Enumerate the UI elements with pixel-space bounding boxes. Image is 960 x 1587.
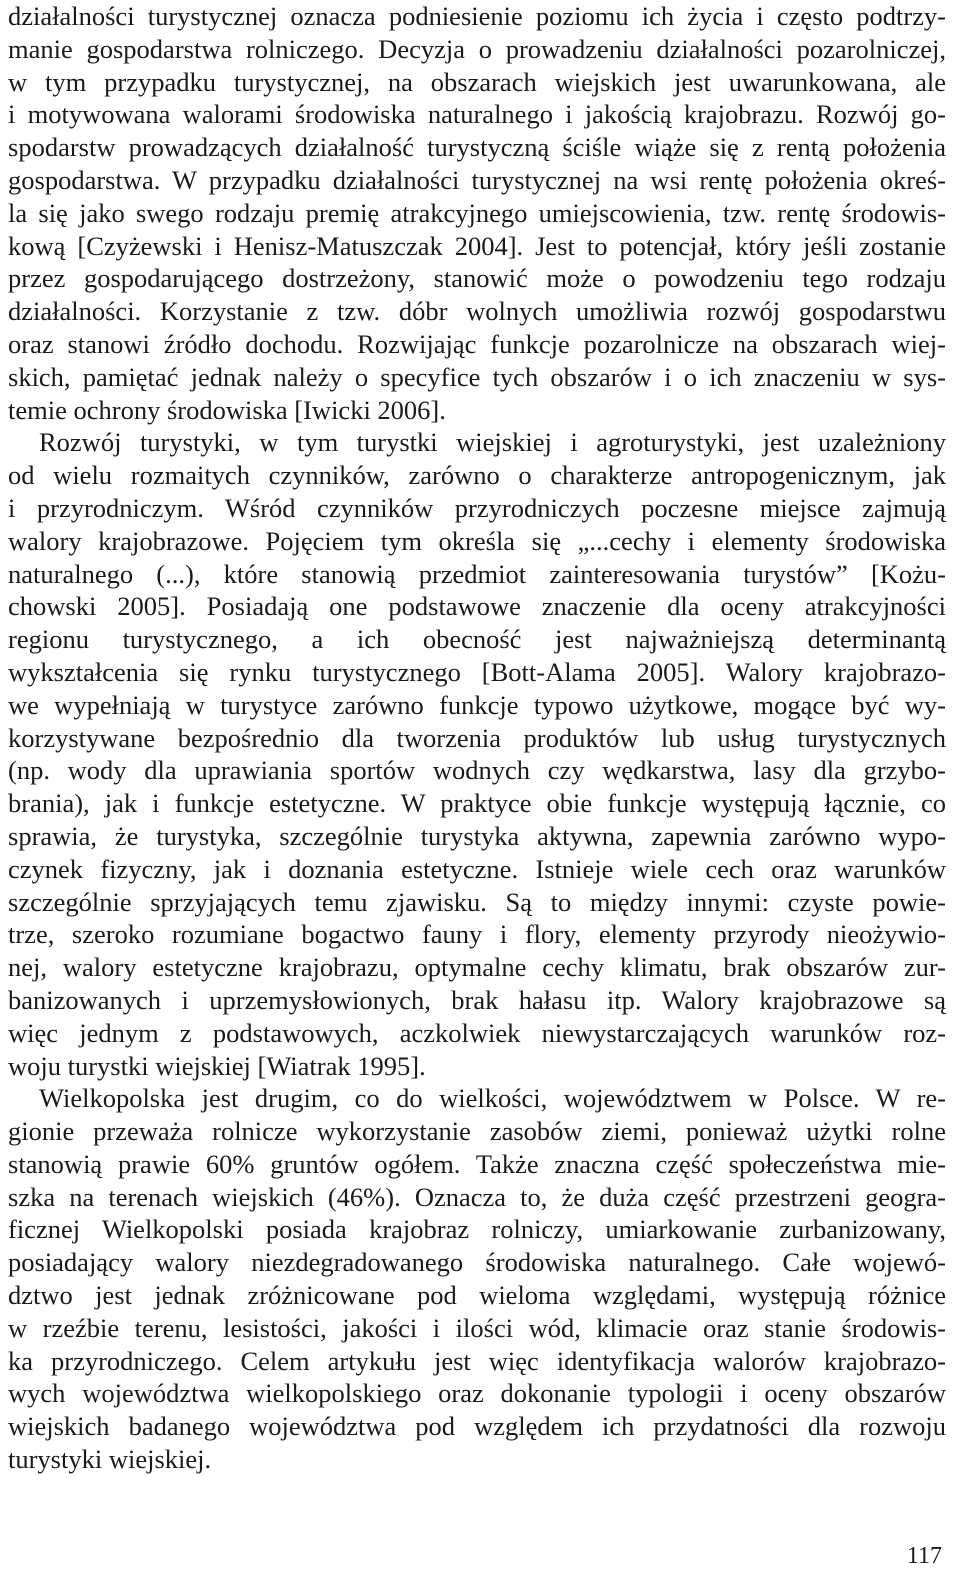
paragraph: [8, 1082, 946, 1476]
text-line: kową [Czyżewski i Henisz-Matuszczak 2004]. Jest to potencjał, który jeśli zostanie: [8, 230, 946, 261]
text-line: walory krajobrazowe. Pojęciem tym określa się „...cechy i elementy środowiska: [8, 525, 946, 556]
text-line: więc jednym z podstawowych, aczkolwiek niewystarczających warunków roz-: [8, 1017, 946, 1048]
text-line: we wypełniają w turystyce zarówno funkcje typowo użytkowe, mogące być wy-: [8, 689, 946, 720]
text-line: turystyki wiejskiej.: [8, 1444, 212, 1475]
text-line: spodarstw prowadzących działalność turystyczną ściśle wiąże się z rentą położenia: [8, 132, 946, 163]
text-line: chowski 2005]. Posiadają one podstawowe znaczenie dla oceny atrakcyjności: [8, 591, 946, 622]
text-line: (np. wody dla uprawiania sportów wodnych czy wędkarstwa, lasy dla grzybo-: [8, 755, 946, 786]
text-line: przez gospodarującego dostrzeżony, stanowić może o powodzeniu tego rodzaju: [8, 263, 946, 294]
text-line: sprawia, że turystyka, szczególnie turystyka aktywna, zapewnia zarówno wypo-: [8, 820, 946, 851]
text-line: wiejskich badanego województwa pod względem ich przydatności dla rozwoju: [8, 1411, 946, 1442]
text-line: Rozwój turystyki, w tym turystki wiejskiej i agroturystyki, jest uzależniony: [39, 427, 946, 458]
text-line: oraz stanowi źródło dochodu. Rozwijając funkcje pozarolnicze na obszarach wiej-: [8, 328, 946, 359]
text-line: i motywowana walorami środowiska naturalnego i jakością krajobrazu. Rozwój go-: [8, 99, 946, 130]
text-line: Wielkopolska jest drugim, co do wielkości, województwem w Polsce. W re-: [39, 1083, 946, 1114]
text-line: skich, pamiętać jednak należy o specyfice tych obszarów i o ich znaczeniu w sys-: [8, 361, 946, 392]
text-line: czynek fizyczny, jak i doznania estetyczne. Istnieje wiele cech oraz warunków: [8, 853, 946, 884]
text-line: w rzeźbie terenu, lesistości, jakości i ilości wód, klimacie oraz stanie środowis-: [8, 1312, 946, 1343]
text-line: naturalnego (...), które stanowią przedmiot zainteresowania turystów” [Kożu-: [8, 558, 946, 589]
text-line: posiadający walory niezdegradowanego środowiska naturalnego. Całe wojewó-: [8, 1247, 946, 1278]
text-line: regionu turystycznego, a ich obecność jest najważniejszą determinantą: [8, 624, 946, 655]
text-line: temie ochrony środowiska [Iwicki 2006].: [8, 394, 446, 425]
text-line: korzystywane bezpośrednio dla tworzenia produktów lub usług turystycznych: [8, 722, 946, 753]
text-line: szczególnie sprzyjających temu zjawisku. Są to między innymi: czyste powie-: [8, 886, 946, 917]
text-line: nej, walory estetyczne krajobrazu, optymalne cechy klimatu, brak obszarów zur-: [8, 952, 946, 983]
text-line: szka na terenach wiejskich (46%). Oznacza to, że duża część przestrzeni geogra-: [8, 1181, 946, 1212]
page-body: [8, 0, 946, 1476]
text-line: trze, szeroko rozumiane bogactwo fauny i flory, elementy przyrody nieożywio-: [8, 919, 946, 950]
text-line: ficznej Wielkopolski posiada krajobraz rolniczy, umiarkowanie zurbanizowany,: [8, 1214, 946, 1245]
text-line: wykształcenia się rynku turystycznego [Bott-Alama 2005]. Walory krajobrazo-: [8, 656, 946, 687]
text-line: manie gospodarstwa rolniczego. Decyzja o prowadzeniu działalności pozarolniczej,: [8, 33, 946, 64]
text-line: działalności turystycznej oznacza podniesienie poziomu ich życia i często podtrzy-: [8, 1, 946, 31]
text-line: ka przyrodniczego. Celem artykułu jest więc identyfikacja walorów krajobrazo-: [8, 1345, 946, 1376]
text-line: woju turystki wiejskiej [Wiatrak 1995].: [8, 1050, 426, 1081]
text-line: gionie przeważa rolnicze wykorzystanie zasobów ziemi, ponieważ użytki rolne: [8, 1116, 946, 1147]
text-line: brania), jak i funkcje estetyczne. W praktyce obie funkcje występują łącznie, co: [8, 788, 946, 819]
text-line: gospodarstwa. W przypadku działalności turystycznej na wsi rentę położenia okreś-: [8, 164, 946, 195]
text-line: w tym przypadku turystycznej, na obszarach wiejskich jest uwarunkowana, ale: [8, 66, 946, 97]
text-line: działalności. Korzystanie z tzw. dóbr wolnych umożliwia rozwój gospodarstwu: [8, 296, 946, 327]
paragraph: [8, 426, 946, 1082]
page-number: 117: [906, 1543, 942, 1569]
text-line: od wielu rozmaitych czynników, zarówno o charakterze antropogenicznym, jak: [8, 460, 946, 491]
text-line: stanowią prawie 60% gruntów ogółem. Także znaczna część społeczeństwa mie-: [8, 1148, 946, 1179]
paragraph: [8, 0, 946, 426]
text-line: i przyrodniczym. Wśród czynników przyrodniczych poczesne miejsce zajmują: [8, 492, 946, 523]
text-line: dztwo jest jednak zróżnicowane pod wieloma względami, występują różnice: [8, 1280, 946, 1311]
text-line: la się jako swego rodzaju premię atrakcyjnego umiejscowienia, tzw. rentę środowis-: [8, 197, 946, 228]
text-line: banizowanych i uprzemysłowionych, brak hałasu itp. Walory krajobrazowe są: [8, 984, 946, 1015]
text-line: wych województwa wielkopolskiego oraz dokonanie typologii i oceny obszarów: [8, 1378, 946, 1409]
